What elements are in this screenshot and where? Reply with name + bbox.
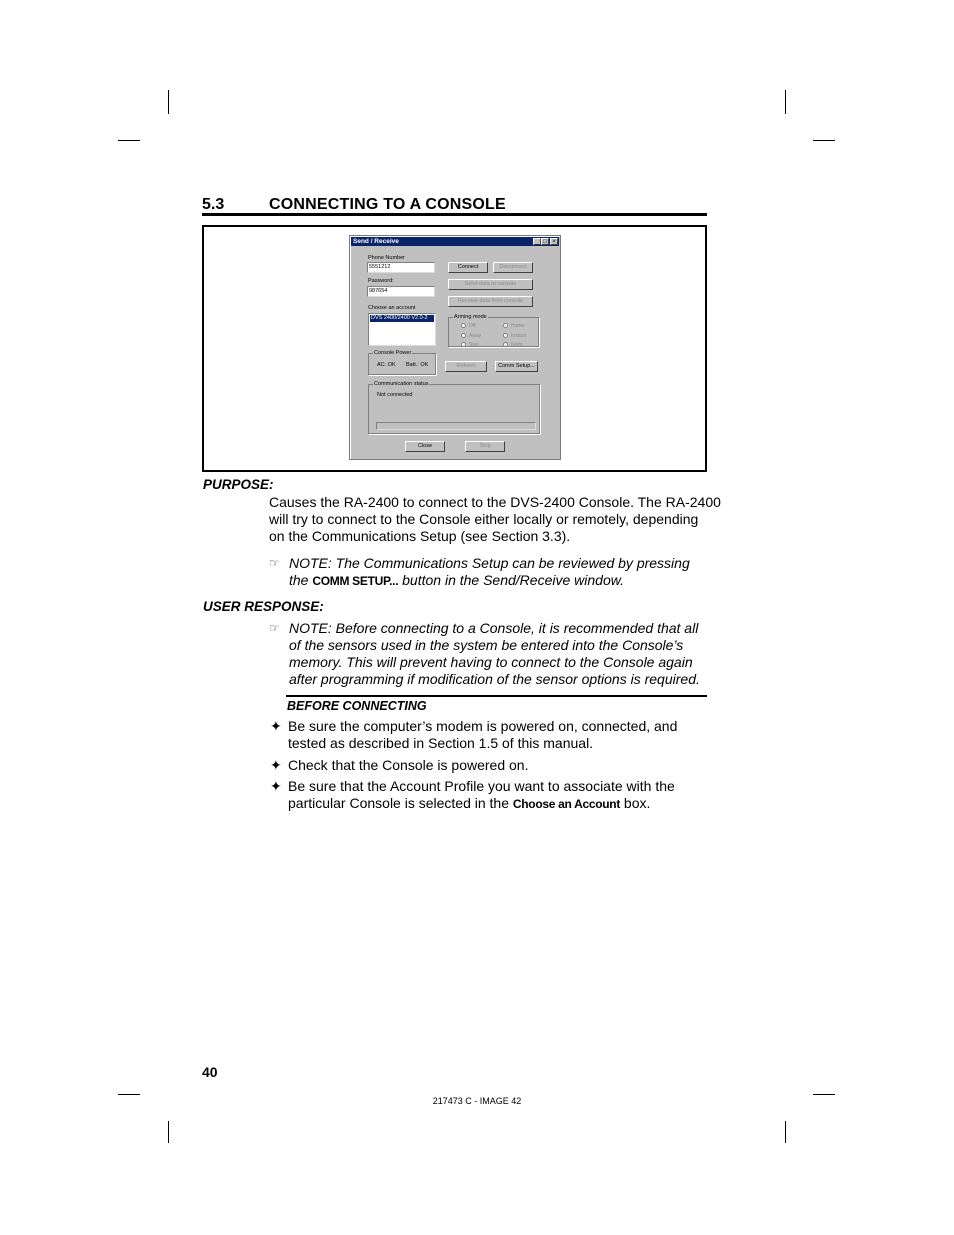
crop-mark [813,1094,835,1095]
crop-mark [168,90,169,114]
send-receive-dialog [349,235,561,460]
connect-button[interactable]: Connect [448,262,488,273]
phone-number-input[interactable]: 5551212 [367,262,435,273]
purpose-note-line: NOTE: The Communications Setup can be reviewed by pressing [289,555,690,571]
purpose-line: will try to connect to the Console either locally or remotely, depending [269,511,699,527]
console-power-label: Console Power [374,350,412,356]
console-power-group [368,350,436,375]
user-response-note-line: after programming if modification of the sensor options is required. [289,671,700,687]
crop-mark [118,1094,140,1095]
note-text: the [289,572,313,588]
account-list[interactable] [368,313,436,346]
bullet-icon: ✦ [270,757,282,773]
arming-stay-radio[interactable] [461,342,466,347]
arming-away-label: Away [469,333,482,339]
section-rule [202,213,707,216]
arming-off-radio[interactable] [461,323,466,328]
comm-setup-button[interactable]: Comm Setup... [495,361,538,372]
bullet-line: Be sure that the Account Profile you want to associate with the [288,778,675,794]
crop-mark [785,90,786,114]
password-label: Password: [368,278,394,284]
dialog-title-bar [351,237,559,246]
choose-account-reference: Choose an Account [512,797,621,811]
arming-instant-radio[interactable] [503,333,508,338]
bullet-icon: ✦ [270,718,282,734]
receive-data-button[interactable]: Receive data from console [448,296,533,307]
arming-instant-label: Instant [511,333,527,339]
bullet-text: box. [620,795,651,811]
section-number: 5.3 [202,196,225,213]
progress-bar [376,422,536,430]
arming-mode-label: Arming mode [454,314,487,320]
maximize-icon[interactable]: □ [541,238,549,245]
bullet-line: Check that the Console is powered on. [288,757,529,773]
user-response-note-line: memory. This will prevent having to connect to the Console again [289,654,693,670]
arming-mode-group [448,314,539,348]
before-connecting-rule [286,695,707,697]
communication-status-text: Not connected [377,392,413,398]
arming-off-label: Off [469,323,476,329]
crop-mark [813,140,835,141]
comm-setup-reference: COMM SETUP... [312,574,399,588]
account-list-item[interactable]: DVS 2400/2400 V2.0-2 [370,315,434,322]
bullet-icon: ✦ [270,778,282,794]
phone-number-label: Phone Number [368,255,405,261]
purpose-line: on the Communications Setup (see Section 3.3). [269,528,571,544]
account-label: Choose an account [368,305,416,311]
section-title: CONNECTING TO A CONSOLE [269,196,506,213]
arming-night-label: Night [511,342,523,348]
note-text: button in the Send/Receive window. [398,572,624,588]
close-button[interactable]: Close [405,441,445,452]
crop-mark [785,1121,786,1143]
before-connecting-heading: BEFORE CONNECTING [287,699,427,713]
hand-pointer-icon: ☞ [269,556,280,570]
communication-status-group [368,381,540,434]
arming-home-label: Home [511,323,525,329]
close-icon[interactable]: × [550,238,558,245]
user-response-note-line: of the sensors used in the system be entered into the Console’s [289,637,684,653]
crop-mark [168,1121,169,1143]
refresh-button[interactable]: Refresh [445,361,487,372]
dialog-title: Send / Receive [353,238,399,245]
user-response-heading: USER RESPONSE: [203,599,324,614]
crop-mark [118,140,140,141]
bullet-line [288,795,650,813]
page-number: 40 [202,1064,218,1080]
footer-text: 217473 C - IMAGE 42 [432,1096,522,1106]
hand-pointer-icon: ☞ [269,621,280,635]
arming-night-radio[interactable] [503,342,508,347]
send-data-button[interactable]: Send data to console [448,279,533,290]
bullet-text: particular Console is selected in the [288,795,513,811]
minimize-icon[interactable]: _ [533,238,541,245]
communication-status-label: Communication status [374,381,429,387]
bullet-line: Be sure the computer’s modem is powered on, connected, and [288,718,678,734]
bullet-line: tested as described in Section 1.5 of this manual. [288,735,594,751]
arming-home-radio[interactable] [503,323,508,328]
user-response-note-line: NOTE: Before connecting to a Console, it is recommended that all [289,620,699,636]
purpose-line: Causes the RA-2400 to connect to the DVS-2400 Console. The RA-2400 [269,494,721,510]
stop-button[interactable]: Stop [465,441,505,452]
purpose-note-line [289,572,624,590]
disconnect-button[interactable]: Disconnect [493,262,533,273]
arming-away-radio[interactable] [461,333,466,338]
purpose-heading: PURPOSE: [203,477,274,492]
arming-stay-label: Stay [469,342,480,348]
battery-status: Batt.: OK [406,362,429,368]
password-input[interactable]: 987654 [367,286,435,297]
ac-status: AC: OK [377,362,396,368]
